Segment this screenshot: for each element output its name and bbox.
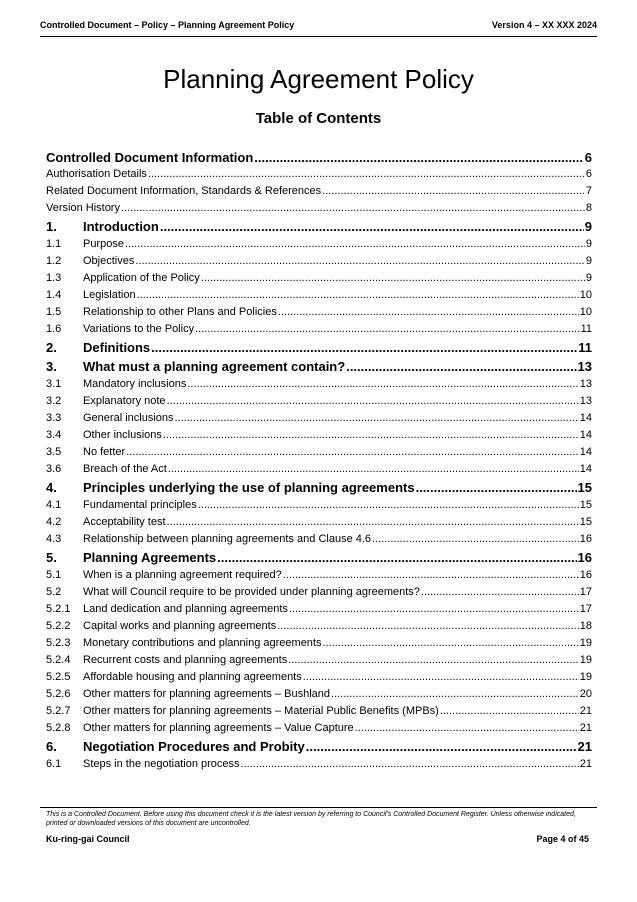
toc-entry-page: 10 [579,289,592,301]
toc-dot-leader [125,238,585,250]
toc-entry-page: 20 [579,688,592,700]
toc-entry-number: 3.4 [46,429,62,441]
toc-entry[interactable] [46,569,592,586]
toc-entry-title: Planning Agreements [83,550,217,565]
toc-entry-number: 1.1 [46,238,62,250]
toc-entry-page: 14 [579,412,592,424]
toc-entry[interactable] [46,185,592,202]
toc-entry-number: 5.2.7 [46,705,71,717]
toc-entry[interactable] [46,739,592,758]
toc-entry[interactable] [46,705,592,722]
toc-dot-leader [322,185,585,197]
page-title: Planning Agreement Policy [163,64,474,94]
toc-entry-page: 18 [579,620,592,632]
toc-entry-page: 14 [579,463,592,475]
toc-entry-title: Negotiation Procedures and Probity [83,739,305,754]
toc-dot-leader [288,654,579,666]
toc-entry-page: 19 [579,637,592,649]
toc-dot-leader [322,637,578,649]
toc-dot-leader [201,272,585,284]
toc-dot-leader [126,446,579,458]
toc-entry-number: 3.6 [46,463,62,475]
toc-entry-number: 6. [46,739,57,754]
toc-entry-number: 4.2 [46,516,62,528]
toc-entry-number: 4. [46,480,57,495]
toc-entry-title: Related Document Information, Standards & References [46,185,322,197]
footer-organisation: Ku-ring-gai Council [46,834,130,844]
toc-entry-title: General inclusions [83,412,174,424]
toc-entry[interactable] [46,446,592,463]
toc-entry-number: 6.1 [46,758,62,770]
page-footer [46,834,589,844]
toc-entry-number: 5.2 [46,586,62,598]
toc-entry-title: Capital works and planning agreements [83,620,277,632]
toc-entry-page: 19 [579,671,592,683]
toc-entry[interactable] [46,637,592,654]
toc-entry-number: 1.6 [46,323,62,335]
toc-entry-page: 21 [577,739,592,754]
toc-entry-page: 17 [579,603,592,615]
toc-entry-title: Introduction [83,219,159,234]
toc-entry-title: Other matters for planning agreements – Material Public Benefits (MPBs) [83,705,439,717]
toc-dot-leader [303,671,579,683]
toc-dot-leader [306,739,577,754]
toc-entry-title: No fetter [83,446,126,458]
toc-entry-title: Purpose [83,238,124,250]
toc-entry-number: 5.2.8 [46,722,71,734]
toc-dot-leader [137,289,579,301]
toc-entry-number: 1. [46,219,57,234]
toc-dot-leader [355,722,579,734]
toc-entry-page: 11 [578,340,592,355]
toc-entry-number: 5. [46,550,57,565]
toc-entry-page: 7 [585,185,592,197]
header-document-title: Controlled Document – Policy – Planning Agreement Policy [40,20,295,30]
toc-dot-leader [187,378,578,390]
toc-entry-page: 16 [579,533,592,545]
toc-entry-number: 3.5 [46,446,62,458]
toc-entry-title: Breach of the Act [83,463,167,475]
toc-entry-number: 3.1 [46,378,62,390]
toc-entry[interactable] [46,255,592,272]
toc-dot-leader [163,429,579,441]
toc-entry-page: 6 [584,150,592,165]
toc-entry[interactable] [46,499,592,516]
toc-entry-number: 5.1 [46,569,62,581]
table-of-contents [46,150,592,775]
toc-entry-number: 3.2 [46,395,62,407]
toc-dot-leader [346,359,576,374]
toc-entry-number: 3.3 [46,412,62,424]
toc-entry-title: Controlled Document Information [46,150,254,165]
toc-entry-page: 16 [577,550,592,565]
toc-entry-page: 9 [585,272,592,284]
footer-page-number: Page 4 of 45 [536,834,589,844]
toc-entry-number: 5.2.6 [46,688,71,700]
toc-entry-page: 14 [579,446,592,458]
toc-entry[interactable] [46,480,592,499]
toc-entry-page: 15 [579,499,592,511]
toc-entry-title: Affordable housing and planning agreements [83,671,302,683]
toc-dot-leader [217,550,576,565]
toc-entry-page: 14 [579,429,592,441]
toc-entry-title: Mandatory inclusions [83,378,187,390]
footer-divider [40,807,597,808]
toc-dot-leader [278,306,579,318]
toc-entry-number: 4.3 [46,533,62,545]
toc-entry-page: 21 [579,722,592,734]
toc-entry-page: 6 [585,168,592,180]
toc-entry-title: Other inclusions [83,429,162,441]
toc-entry-title: Definitions [83,340,151,355]
toc-dot-leader [289,603,579,615]
toc-entry[interactable] [46,359,592,378]
toc-entry-title: Other matters for planning agreements – Value Capture [83,722,354,734]
toc-entry[interactable] [46,412,592,429]
toc-entry[interactable] [46,219,592,238]
toc-entry-page: 21 [579,758,592,770]
toc-entry-page: 16 [579,569,592,581]
header-divider [40,36,597,37]
toc-entry[interactable] [46,586,592,603]
toc-entry-page: 19 [579,654,592,666]
toc-entry[interactable] [46,168,592,185]
toc-dot-leader [416,480,577,495]
toc-entry[interactable] [46,603,592,620]
toc-entry-page: 9 [584,219,592,234]
toc-entry-number: 4.1 [46,499,62,511]
toc-entry-title: Fundamental principles [83,499,197,511]
toc-dot-leader [283,569,579,581]
toc-entry[interactable] [46,758,592,775]
footer-controlled-note: This is a Controlled Document. Before using this document check it is the latest version by referring to Council's Controlled Document Register. Unless otherwise indicated, printed or downloaded versions of this document are uncontrolled. [46,811,576,827]
toc-entry-title: Version History [46,202,120,214]
toc-entry-title: Land dedication and planning agreements [83,603,288,615]
toc-entry-page: 10 [579,306,592,318]
toc-entry-title: Legislation [83,289,136,301]
toc-entry-title: Recurrent costs and planning agreements [83,654,288,666]
toc-entry-number: 5.2.4 [46,654,71,666]
toc-entry[interactable] [46,323,592,340]
toc-entry[interactable] [46,516,592,533]
toc-entry-page: 15 [579,516,592,528]
toc-entry-number: 1.5 [46,306,62,318]
toc-entry-number: 1.3 [46,272,62,284]
toc-entry-title: When is a planning agreement required? [83,569,282,581]
toc-entry-title: What will Council require to be provided under planning agreements? [83,586,420,598]
toc-entry[interactable] [46,306,592,323]
toc-dot-leader [167,516,579,528]
toc-entry-title: Relationship between planning agreements and Clause 4.6 [83,533,372,545]
toc-dot-leader [372,533,579,545]
toc-entry-page: 13 [577,359,592,374]
toc-dot-leader [198,499,579,511]
toc-entry-page: 8 [585,202,592,214]
page-header [40,18,597,32]
header-version: Version 4 – XX XXX 2024 [491,20,597,30]
toc-entry-title: Explanatory note [83,395,166,407]
toc-entry-title: Principles underlying the use of planning agreements [83,480,415,495]
toc-entry[interactable] [46,202,592,219]
toc-dot-leader [151,340,577,355]
toc-dot-leader [121,202,585,214]
toc-entry[interactable] [46,378,592,395]
toc-entry[interactable] [46,395,592,412]
toc-entry[interactable] [46,722,592,739]
toc-entry-page: 21 [579,705,592,717]
toc-entry-number: 2. [46,340,57,355]
toc-entry-number: 5.2.1 [46,603,71,615]
toc-entry[interactable] [46,150,592,168]
toc-dot-leader [254,150,583,165]
toc-entry-number: 5.2.5 [46,671,71,683]
toc-dot-leader [421,586,579,598]
toc-dot-leader [168,463,579,475]
toc-entry-page: 17 [579,586,592,598]
toc-entry[interactable] [46,620,592,637]
toc-dot-leader [148,168,585,180]
toc-dot-leader [160,219,584,234]
toc-entry-title: Relationship to other Plans and Policies [83,306,277,318]
toc-dot-leader [175,412,579,424]
toc-entry-number: 5.2.2 [46,620,71,632]
toc-entry-title: Variations to the Policy [83,323,195,335]
toc-entry[interactable] [46,429,592,446]
toc-entry-title: Monetary contributions and planning agreements [83,637,322,649]
toc-dot-leader [241,758,579,770]
toc-entry[interactable] [46,272,592,289]
toc-dot-leader [440,705,579,717]
toc-entry[interactable] [46,654,592,671]
toc-entry-title: Acceptability test [83,516,166,528]
toc-heading: Table of Contents [255,110,382,127]
toc-entry-page: 13 [579,378,592,390]
toc-entry-page: 9 [585,255,592,267]
toc-entry-page: 11 [580,323,592,335]
toc-dot-leader [331,688,579,700]
toc-entry[interactable] [46,238,592,255]
toc-entry-title: What must a planning agreement contain? [83,359,346,374]
toc-entry-title: Steps in the negotiation process [83,758,240,770]
toc-entry-title: Authorisation Details [46,168,147,180]
toc-entry-number: 1.2 [46,255,62,267]
toc-entry-page: 9 [585,238,592,250]
toc-entry[interactable] [46,550,592,569]
toc-entry-title: Other matters for planning agreements – Bushland [83,688,331,700]
toc-entry-number: 3. [46,359,57,374]
toc-dot-leader [277,620,579,632]
toc-entry[interactable] [46,533,592,550]
toc-entry[interactable] [46,688,592,705]
toc-entry[interactable] [46,340,592,359]
toc-entry-page: 15 [577,480,592,495]
toc-entry-title: Application of the Policy [83,272,200,284]
toc-entry-number: 5.2.3 [46,637,71,649]
toc-entry-number: 1.4 [46,289,62,301]
toc-entry[interactable] [46,463,592,480]
toc-dot-leader [195,323,580,335]
toc-entry-page: 13 [579,395,592,407]
toc-entry-title: Objectives [83,255,135,267]
toc-dot-leader [167,395,579,407]
toc-entry[interactable] [46,671,592,688]
toc-dot-leader [135,255,585,267]
toc-entry[interactable] [46,289,592,306]
